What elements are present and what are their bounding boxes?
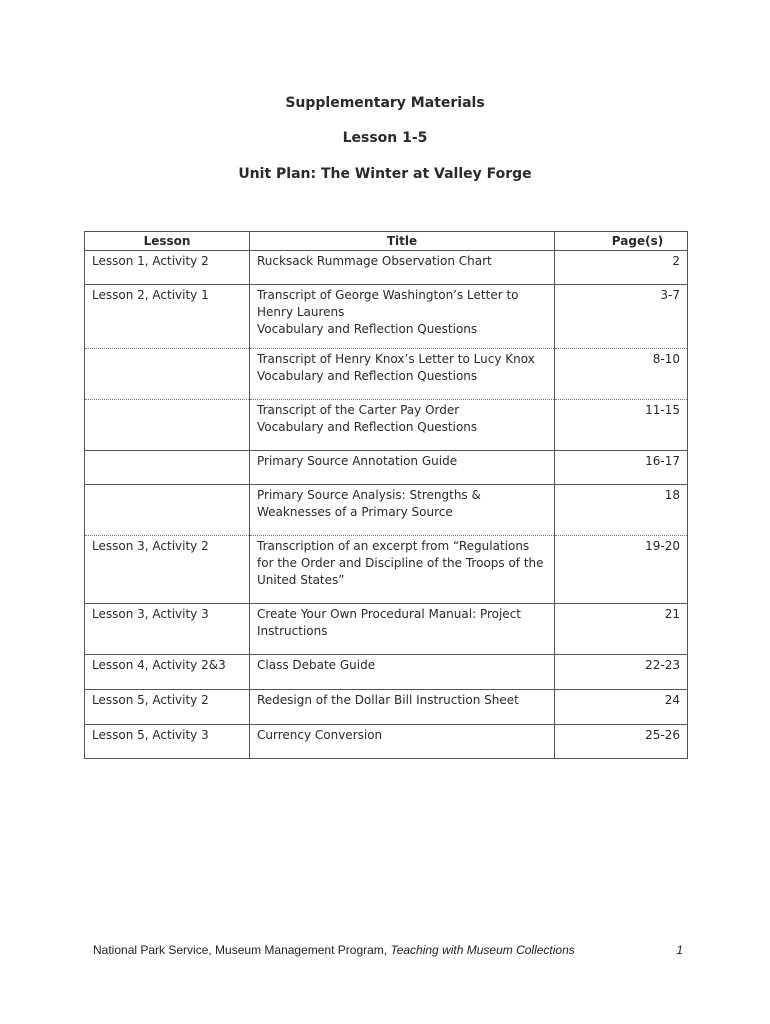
title-line: for the Order and Discipline of the Troops of the [257, 556, 544, 570]
cell-pages: 25-26 [555, 725, 688, 759]
title-line: Transcript of Henry Knox’s Letter to Lucy Knox [257, 352, 535, 366]
cell-lesson: Lesson 2, Activity 1 [85, 285, 250, 349]
title-line: Weaknesses of a Primary Source [257, 505, 453, 519]
cell-title [250, 536, 555, 604]
title-line: Vocabulary and Reflection Questions [257, 369, 478, 383]
cell-lesson [85, 349, 250, 400]
title-line: Transcript of George Washington’s Letter to [257, 288, 519, 302]
page-footer [93, 943, 683, 957]
cell-title [250, 485, 555, 536]
title-line: Henry Laurens [257, 305, 345, 319]
cell-title [250, 655, 555, 690]
cell-pages: 22-23 [555, 655, 688, 690]
header-pages: Page(s) [555, 232, 688, 251]
cell-lesson: Lesson 1, Activity 2 [85, 251, 250, 285]
cell-lesson [85, 485, 250, 536]
table-row [85, 251, 688, 285]
title-line: Create Your Own Procedural Manual: Project [257, 607, 521, 621]
table-row [85, 285, 688, 349]
footer-text: National Park Service, Museum Management Program, [93, 943, 391, 957]
cell-pages: 3-7 [555, 285, 688, 349]
title-line: Transcript of the Carter Pay Order [257, 403, 460, 417]
title-line: Primary Source Annotation Guide [257, 454, 458, 468]
title-line: Vocabulary and Reflection Questions [257, 322, 478, 336]
title-line: Primary Source Analysis: Strengths & [257, 488, 481, 502]
cell-title [250, 690, 555, 725]
cell-title [250, 251, 555, 285]
cell-title [250, 349, 555, 400]
table-row [85, 655, 688, 690]
title-line: Transcription of an excerpt from “Regulations [257, 539, 530, 553]
cell-pages: 16-17 [555, 451, 688, 485]
table-row [85, 604, 688, 655]
title-line: Rucksack Rummage Observation Chart [257, 254, 492, 268]
header-lesson: Lesson [85, 232, 250, 251]
unit-plan-title: Unit Plan: The Winter at Valley Forge [238, 166, 532, 182]
cell-title [250, 451, 555, 485]
footer-publication: Teaching with Museum Collections [390, 943, 575, 957]
title-line: Currency Conversion [257, 728, 383, 742]
document-subtitle: Lesson 1-5 [342, 130, 428, 146]
cell-lesson: Lesson 3, Activity 2 [85, 536, 250, 604]
table-row [85, 451, 688, 485]
cell-title [250, 285, 555, 349]
cell-pages: 2 [555, 251, 688, 285]
cell-lesson: Lesson 4, Activity 2&3 [85, 655, 250, 690]
cell-pages: 19-20 [555, 536, 688, 604]
cell-title [250, 725, 555, 759]
title-line: Class Debate Guide [257, 658, 376, 672]
table-row [85, 349, 688, 400]
table-row [85, 536, 688, 604]
title-line: Instructions [257, 624, 328, 638]
table-row [85, 690, 688, 725]
cell-lesson: Lesson 5, Activity 2 [85, 690, 250, 725]
table-row [85, 400, 688, 451]
document-title: Supplementary Materials [285, 95, 485, 111]
header-title: Title [250, 232, 555, 251]
title-line: United States” [257, 573, 345, 587]
materials-table [84, 231, 688, 759]
cell-pages: 24 [555, 690, 688, 725]
table-header-row [85, 232, 688, 251]
table-row [85, 725, 688, 759]
title-line: Redesign of the Dollar Bill Instruction Sheet [257, 693, 519, 707]
cell-lesson: Lesson 3, Activity 3 [85, 604, 250, 655]
cell-pages: 11-15 [555, 400, 688, 451]
table-row [85, 485, 688, 536]
cell-title [250, 400, 555, 451]
cell-pages: 21 [555, 604, 688, 655]
table-body [85, 251, 688, 759]
cell-pages: 18 [555, 485, 688, 536]
cell-lesson [85, 400, 250, 451]
page-number: 1 [676, 943, 683, 957]
title-line: Vocabulary and Reflection Questions [257, 420, 478, 434]
cell-pages: 8-10 [555, 349, 688, 400]
cell-lesson: Lesson 5, Activity 3 [85, 725, 250, 759]
cell-lesson [85, 451, 250, 485]
cell-title [250, 604, 555, 655]
